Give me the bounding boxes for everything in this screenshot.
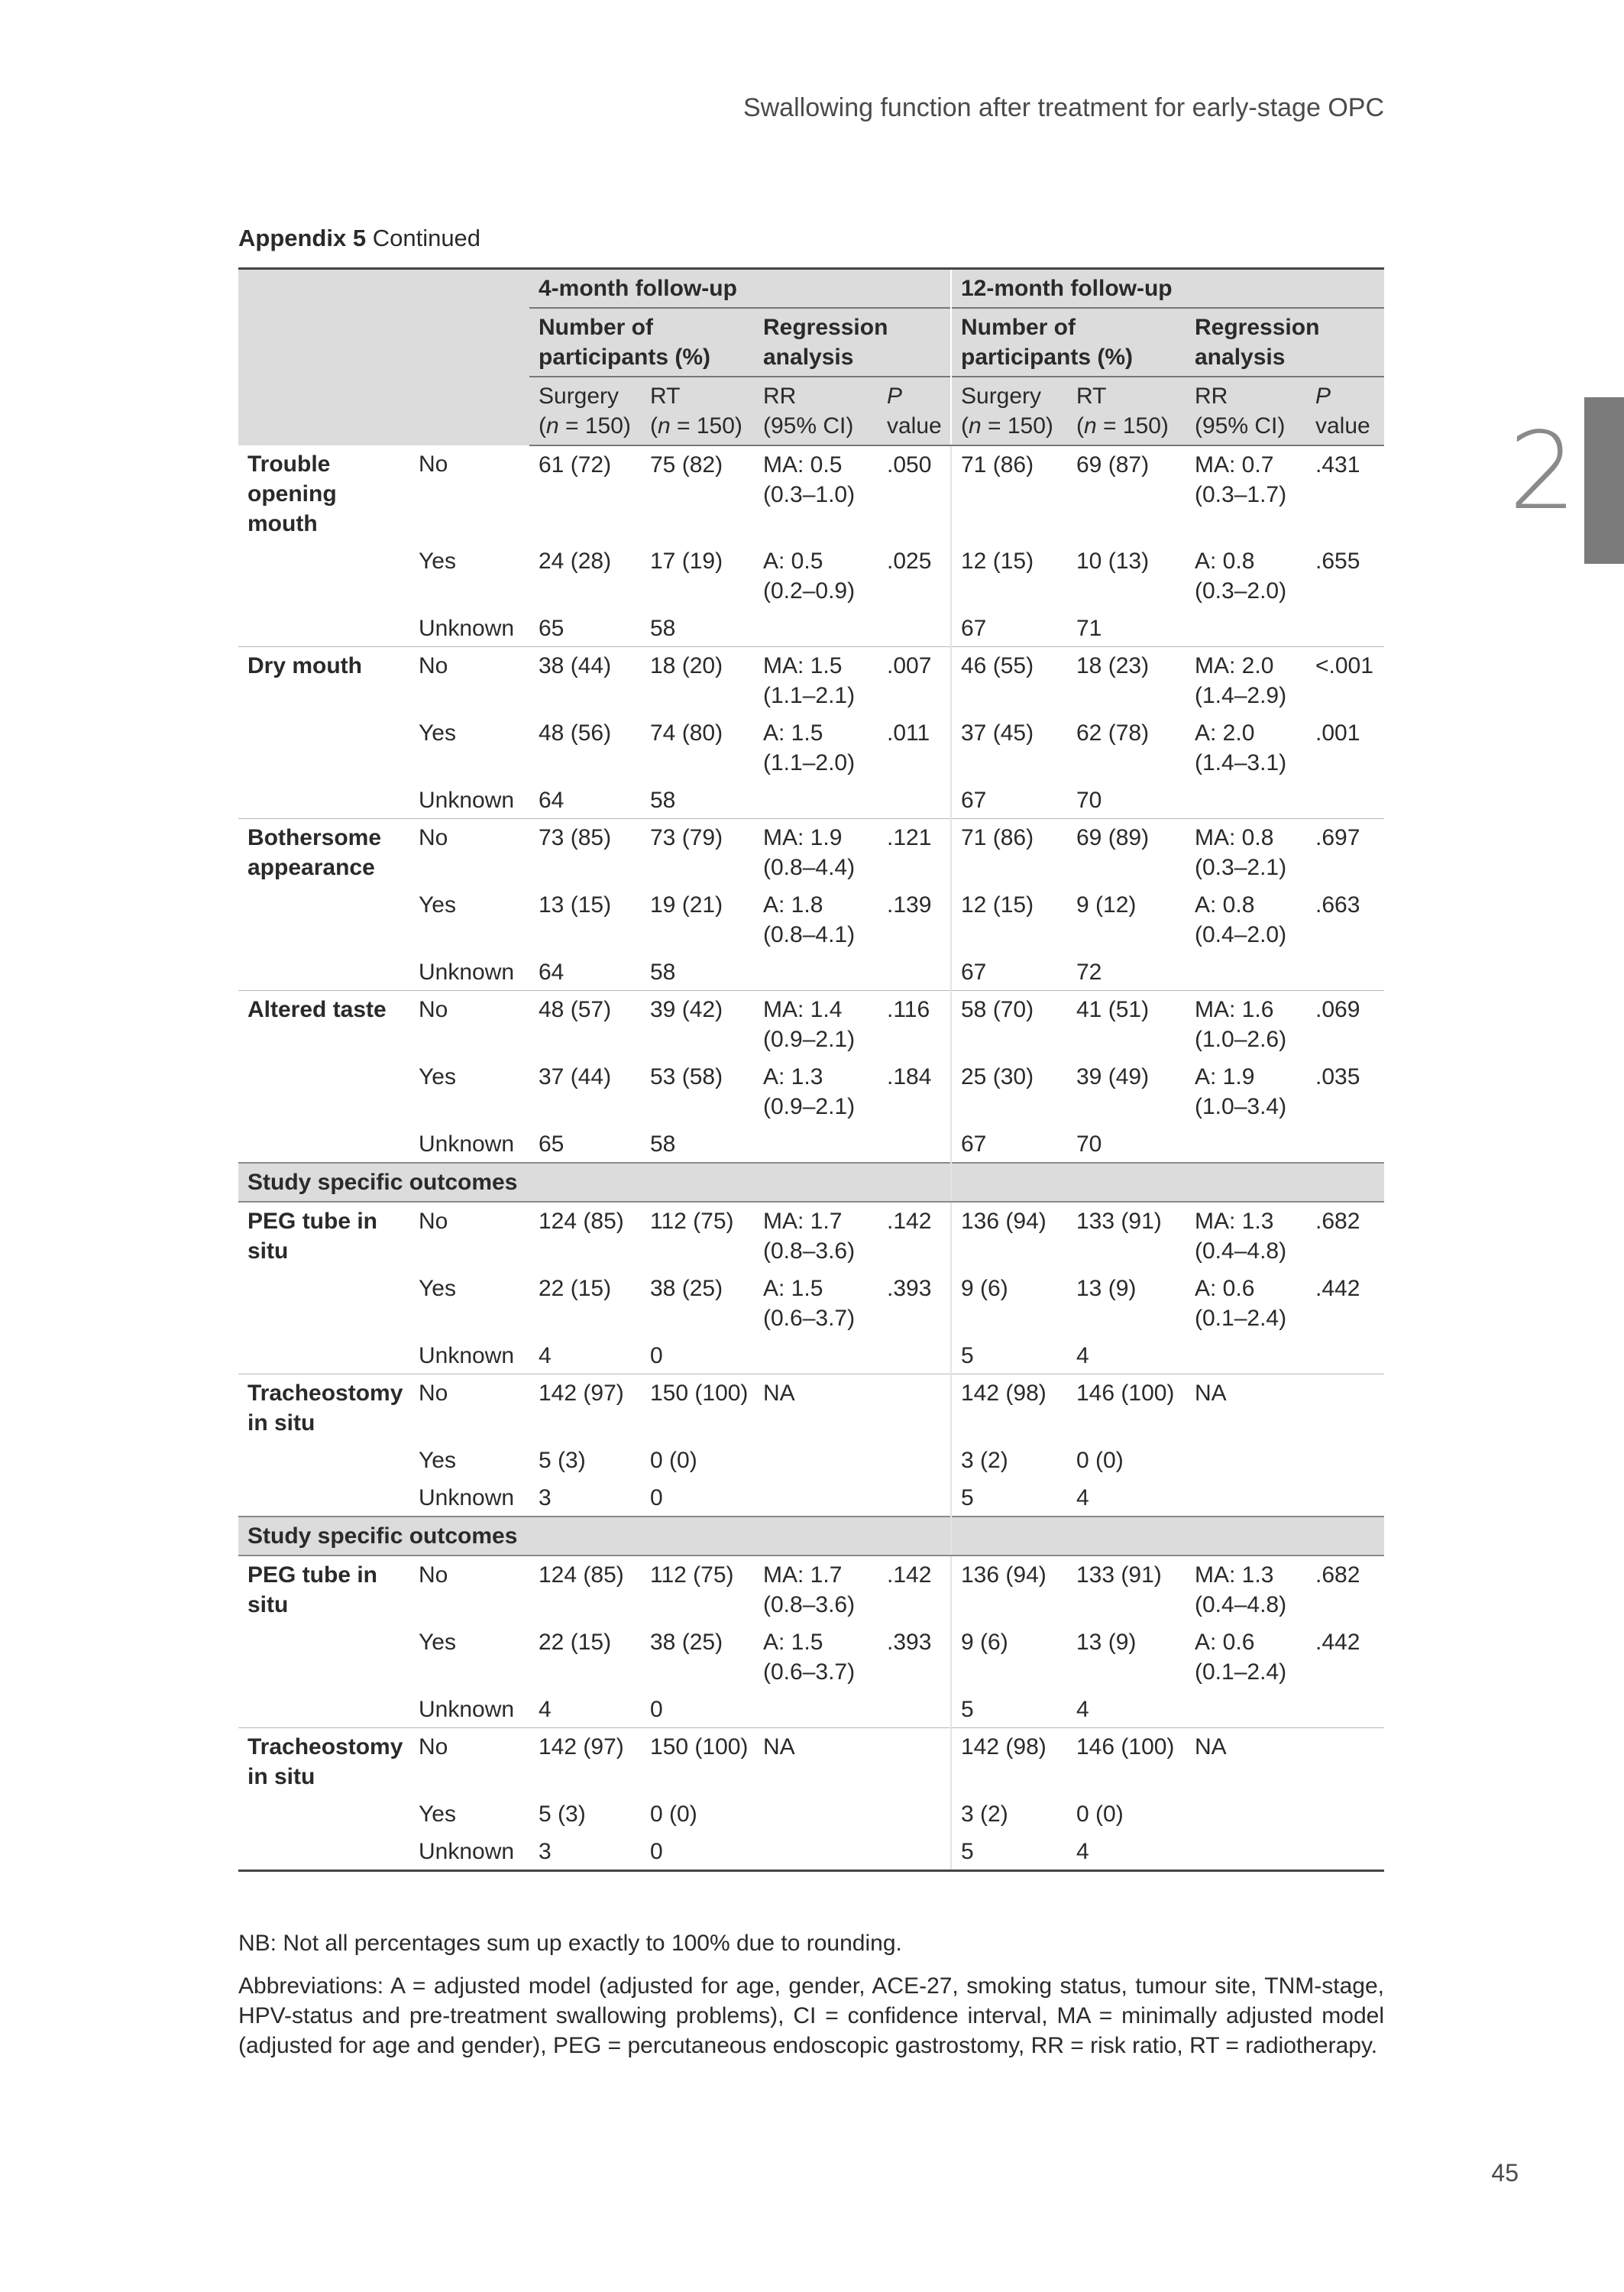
rt-12m: 39 (49) bbox=[1076, 1064, 1150, 1089]
rr-ci-12m bbox=[1186, 1337, 1306, 1374]
section-title: Study specific outcomes bbox=[238, 1163, 951, 1202]
rr-ci-12m: MA: 1.3 (0.4–4.8) bbox=[1195, 1209, 1287, 1264]
rt-4m: 75 (82) bbox=[650, 452, 723, 478]
header-4-month: 4-month follow-up bbox=[529, 269, 951, 309]
surgery-4m: 142 (97) bbox=[529, 1728, 641, 1796]
rt-12m: 69 (87) bbox=[1076, 452, 1150, 478]
rr-ci-12m: A: 0.6 (0.1–2.4) bbox=[1195, 1630, 1287, 1685]
rt-12m: 146 (100) bbox=[1067, 1728, 1186, 1796]
rr-ci-12m bbox=[1186, 953, 1306, 991]
response-category: No bbox=[409, 1728, 529, 1796]
row-label: Bothersome appearance bbox=[238, 819, 409, 887]
rt-4m: 150 (100) bbox=[641, 1374, 754, 1442]
rt-4m: 0 bbox=[650, 1485, 663, 1510]
p-value-4m bbox=[878, 1374, 951, 1442]
rt-4m: 112 (75) bbox=[650, 1562, 734, 1588]
table-row bbox=[238, 1125, 1384, 1163]
surgery-4m: 64 bbox=[539, 788, 565, 813]
rt-4m: 38 (25) bbox=[650, 1276, 723, 1301]
surgery-4m: 64 bbox=[539, 960, 565, 985]
rt-4m: 0 bbox=[641, 1833, 754, 1871]
table-row bbox=[238, 1833, 1384, 1871]
p-value-4m: .142 bbox=[887, 1209, 932, 1234]
response-category: No bbox=[419, 452, 448, 477]
section-blank bbox=[951, 1517, 1384, 1556]
table-row bbox=[238, 445, 1384, 542]
rr-ci-4m: A: 1.5 (1.1–2.0) bbox=[763, 720, 856, 775]
chapter-tab bbox=[1584, 397, 1624, 564]
p-value-12m: .655 bbox=[1315, 549, 1360, 574]
rr-ci-12m: A: 1.9 (1.0–3.4) bbox=[1195, 1064, 1287, 1119]
rr-ci-12m: A: 0.8 (0.4–2.0) bbox=[1195, 892, 1287, 947]
rr-ci-12m: MA: 0.7 (0.3–1.7) bbox=[1195, 452, 1287, 507]
row-label: Trouble opening mouth bbox=[247, 452, 337, 536]
rr-ci-4m: MA: 0.5 (0.3–1.0) bbox=[763, 452, 856, 507]
rt-4m: 74 (80) bbox=[650, 720, 723, 746]
surgery-12m: 67 bbox=[951, 1125, 1067, 1163]
p-value-12m bbox=[1306, 1795, 1384, 1833]
response-category: No bbox=[409, 1374, 529, 1442]
p-value-12m: .697 bbox=[1306, 819, 1384, 887]
rr-ci-4m: NA bbox=[754, 1374, 878, 1442]
rt-12m: 69 (89) bbox=[1067, 819, 1186, 887]
header-blank bbox=[238, 269, 529, 446]
p-value-12m bbox=[1306, 953, 1384, 991]
section-row bbox=[238, 1517, 1384, 1556]
row-label: Tracheostomy in situ bbox=[238, 1374, 409, 1442]
p-value-4m bbox=[878, 1479, 951, 1517]
table-row bbox=[238, 647, 1384, 715]
surgery-12m: 58 (70) bbox=[951, 991, 1067, 1059]
surgery-12m: 12 (15) bbox=[951, 886, 1067, 953]
surgery-12m: 67 bbox=[951, 782, 1067, 819]
surgery-12m: 71 (86) bbox=[951, 445, 1067, 542]
table-row bbox=[238, 1058, 1384, 1125]
p-value-4m: .116 bbox=[878, 991, 951, 1059]
p-value-4m bbox=[878, 1691, 951, 1728]
rt-4m: 0 bbox=[650, 1697, 663, 1722]
p-value-12m bbox=[1306, 1479, 1384, 1517]
p-value-4m bbox=[878, 782, 951, 819]
table-row bbox=[238, 1556, 1384, 1624]
surgery-12m: 142 (98) bbox=[951, 1374, 1067, 1442]
running-head: Swallowing function after treatment for early-stage OPC bbox=[742, 93, 1384, 122]
rr-ci-12m: A: 0.8 (0.3–2.0) bbox=[1195, 549, 1287, 604]
rr-ci-4m: MA: 1.7 (0.8–3.6) bbox=[763, 1209, 856, 1264]
rr-ci-12m bbox=[1186, 1442, 1306, 1479]
response-category: No bbox=[419, 1562, 448, 1588]
table-row bbox=[238, 819, 1384, 887]
surgery-12m: 71 (86) bbox=[951, 819, 1067, 887]
table-row bbox=[238, 1624, 1384, 1691]
p-value-12m bbox=[1306, 1374, 1384, 1442]
rr-ci-12m bbox=[1186, 1479, 1306, 1517]
row-label bbox=[238, 953, 409, 991]
row-label bbox=[238, 782, 409, 819]
results-table-wrapper bbox=[238, 267, 1384, 1872]
surgery-4m: 5 (3) bbox=[539, 1448, 586, 1473]
rr-ci-4m bbox=[754, 1442, 878, 1479]
row-label bbox=[238, 1125, 409, 1163]
p-value-4m bbox=[878, 953, 951, 991]
surgery-4m: 61 (72) bbox=[539, 452, 612, 478]
surgery-4m: 124 (85) bbox=[539, 1562, 624, 1588]
table-row bbox=[238, 1795, 1384, 1833]
header-rr-12m: RR (95% CI) bbox=[1186, 377, 1306, 445]
table-row bbox=[238, 610, 1384, 647]
response-category: No bbox=[409, 819, 529, 887]
caption-text: Continued bbox=[366, 225, 481, 251]
rt-4m: 0 (0) bbox=[650, 1448, 697, 1473]
p-value-4m bbox=[878, 1337, 951, 1374]
rt-4m: 19 (21) bbox=[650, 892, 723, 918]
rt-12m: 13 (9) bbox=[1076, 1276, 1137, 1301]
rt-12m: 4 bbox=[1076, 1485, 1089, 1510]
surgery-4m: 5 (3) bbox=[539, 1802, 586, 1827]
row-label: Tracheostomy in situ bbox=[238, 1728, 409, 1796]
rt-12m: 72 bbox=[1076, 960, 1102, 985]
rr-ci-12m: A: 0.6 (0.1–2.4) bbox=[1195, 1276, 1287, 1331]
rr-ci-12m: MA: 2.0 (1.4–2.9) bbox=[1186, 647, 1306, 715]
row-label: PEG tube in situ bbox=[247, 1209, 378, 1264]
p-value-4m: .121 bbox=[878, 819, 951, 887]
response-category: No bbox=[419, 1209, 448, 1234]
p-value-4m bbox=[878, 1833, 951, 1871]
surgery-12m: 136 (94) bbox=[951, 1202, 1067, 1270]
rt-12m: 18 (23) bbox=[1067, 647, 1186, 715]
rt-4m: 58 bbox=[650, 960, 676, 985]
p-value-12m: <.001 bbox=[1306, 647, 1384, 715]
table-row bbox=[238, 542, 1384, 610]
rt-12m: 4 bbox=[1076, 1343, 1089, 1368]
p-value-12m: .442 bbox=[1315, 1276, 1360, 1301]
rt-12m: 41 (51) bbox=[1067, 991, 1186, 1059]
header-participants-12m: Number of participants (%) bbox=[951, 308, 1186, 377]
table-row bbox=[238, 1479, 1384, 1517]
p-value-12m bbox=[1306, 1337, 1384, 1374]
response-category: No bbox=[409, 991, 529, 1059]
row-label: Altered taste bbox=[238, 991, 409, 1059]
rt-4m: 17 (19) bbox=[650, 549, 723, 574]
p-value-4m bbox=[878, 1795, 951, 1833]
rr-ci-12m bbox=[1186, 1691, 1306, 1728]
p-value-12m: .035 bbox=[1315, 1064, 1360, 1089]
surgery-12m: 9 (6) bbox=[951, 1624, 1067, 1691]
response-category: Yes bbox=[419, 549, 456, 574]
surgery-12m: 9 (6) bbox=[951, 1270, 1067, 1337]
chapter-number: 2 bbox=[1508, 410, 1577, 534]
row-label: Dry mouth bbox=[238, 647, 409, 715]
rt-4m: 0 bbox=[650, 1343, 663, 1368]
response-category: Yes bbox=[419, 1064, 456, 1089]
header-surgery-12m: Surgery (n = 150) bbox=[951, 377, 1067, 445]
rt-12m: 133 (91) bbox=[1076, 1562, 1162, 1588]
row-label bbox=[238, 1337, 409, 1374]
p-value-12m: .069 bbox=[1306, 991, 1384, 1059]
row-label bbox=[238, 1270, 409, 1337]
surgery-4m: 73 (85) bbox=[529, 819, 641, 887]
rt-4m: 0 (0) bbox=[650, 1802, 697, 1827]
row-label bbox=[238, 610, 409, 647]
table-row bbox=[238, 1202, 1384, 1270]
rt-4m: 58 bbox=[650, 616, 676, 641]
p-value-4m: .393 bbox=[887, 1276, 932, 1301]
response-category: Unknown bbox=[419, 1343, 515, 1368]
surgery-12m: 142 (98) bbox=[951, 1728, 1067, 1796]
surgery-4m: 24 (28) bbox=[539, 549, 612, 574]
header-p-4m: P value bbox=[878, 377, 951, 445]
header-rt-4m: RT (n = 150) bbox=[641, 377, 754, 445]
surgery-12m: 12 (15) bbox=[951, 542, 1067, 610]
rt-12m: 146 (100) bbox=[1067, 1374, 1186, 1442]
rt-4m: 53 (58) bbox=[650, 1064, 723, 1089]
p-value-4m bbox=[878, 1728, 951, 1796]
response-category: Yes bbox=[419, 1448, 456, 1473]
p-value-12m: .682 bbox=[1315, 1209, 1360, 1234]
rr-ci-4m: A: 0.5 (0.2–0.9) bbox=[763, 549, 856, 604]
rr-ci-12m bbox=[1186, 1125, 1306, 1163]
rr-ci-12m bbox=[1186, 610, 1306, 647]
table-row bbox=[238, 1337, 1384, 1374]
rt-12m: 71 bbox=[1076, 616, 1102, 641]
row-label bbox=[238, 542, 409, 610]
p-value-12m: .001 bbox=[1315, 720, 1360, 746]
surgery-4m: 48 (57) bbox=[529, 991, 641, 1059]
header-12-month: 12-month follow-up bbox=[951, 269, 1384, 309]
rr-ci-4m: MA: 1.7 (0.8–3.6) bbox=[763, 1562, 856, 1617]
response-category: Yes bbox=[419, 1802, 456, 1827]
surgery-12m: 5 bbox=[951, 1479, 1067, 1517]
p-value-4m bbox=[878, 610, 951, 647]
p-value-12m bbox=[1306, 1833, 1384, 1871]
footnote-abbreviations: Abbreviations: A = adjusted model (adjusted for age, gender, ACE-27, smoking status, tumour site, TNM-stage, HPV-status and pre-treatment swallowing problems), CI = confidence interval, MA = minimally adjusted model (adjusted for age and gender), PEG = percutaneous endoscopic gastrostomy, RR = risk ratio, RT = radiotherapy. bbox=[238, 1973, 1384, 2058]
rr-ci-12m: A: 2.0 (1.4–3.1) bbox=[1195, 720, 1287, 775]
rt-4m: 73 (79) bbox=[641, 819, 754, 887]
rt-12m: 0 (0) bbox=[1076, 1802, 1124, 1827]
p-value-4m: .050 bbox=[887, 452, 932, 478]
surgery-4m: 37 (44) bbox=[539, 1064, 612, 1089]
header-p-12m: P value bbox=[1306, 377, 1384, 445]
response-category: Yes bbox=[419, 1630, 456, 1655]
rt-12m: 70 bbox=[1076, 1131, 1102, 1157]
surgery-4m: 124 (85) bbox=[539, 1209, 624, 1234]
surgery-12m: 37 (45) bbox=[951, 714, 1067, 782]
rr-ci-12m bbox=[1186, 782, 1306, 819]
rr-ci-4m: MA: 1.5 (1.1–2.1) bbox=[754, 647, 878, 715]
response-category: Unknown bbox=[419, 1131, 515, 1157]
table-row bbox=[238, 714, 1384, 782]
response-category: No bbox=[409, 647, 529, 715]
rr-ci-12m: MA: 1.6 (1.0–2.6) bbox=[1186, 991, 1306, 1059]
rr-ci-4m: MA: 1.4 (0.9–2.1) bbox=[754, 991, 878, 1059]
p-value-4m: .025 bbox=[887, 549, 932, 574]
p-value-4m: .184 bbox=[887, 1064, 932, 1089]
p-value-12m bbox=[1306, 782, 1384, 819]
rr-ci-12m bbox=[1186, 1833, 1306, 1871]
rr-ci-4m bbox=[754, 1795, 878, 1833]
rt-12m: 62 (78) bbox=[1076, 720, 1150, 746]
surgery-12m: 3 (2) bbox=[951, 1795, 1067, 1833]
section-title: Study specific outcomes bbox=[238, 1517, 951, 1556]
results-table bbox=[238, 267, 1384, 1872]
p-value-4m: .011 bbox=[887, 720, 930, 746]
rt-4m: 58 bbox=[650, 1131, 676, 1157]
response-category: Unknown bbox=[419, 1485, 515, 1510]
rr-ci-12m: NA bbox=[1186, 1728, 1306, 1796]
rr-ci-12m: MA: 1.3 (0.4–4.8) bbox=[1195, 1562, 1287, 1617]
rt-12m: 10 (13) bbox=[1076, 549, 1150, 574]
header-surgery-4m: Surgery (n = 150) bbox=[529, 377, 641, 445]
rr-ci-4m: A: 1.5 (0.6–3.7) bbox=[763, 1276, 856, 1331]
rr-ci-4m: A: 1.5 (0.6–3.7) bbox=[763, 1630, 856, 1685]
header-participants-4m: Number of participants (%) bbox=[529, 308, 754, 377]
surgery-4m: 4 bbox=[539, 1343, 552, 1368]
rt-12m: 9 (12) bbox=[1076, 892, 1137, 918]
p-value-4m: .393 bbox=[887, 1630, 932, 1655]
surgery-4m: 22 (15) bbox=[539, 1630, 612, 1655]
rt-4m: 150 (100) bbox=[641, 1728, 754, 1796]
table-row bbox=[238, 1442, 1384, 1479]
p-value-12m: .663 bbox=[1315, 892, 1360, 918]
surgery-4m: 22 (15) bbox=[539, 1276, 612, 1301]
rr-ci-12m: MA: 0.8 (0.3–2.1) bbox=[1186, 819, 1306, 887]
rt-4m: 38 (25) bbox=[650, 1630, 723, 1655]
rt-12m: 133 (91) bbox=[1076, 1209, 1162, 1234]
p-value-4m: .139 bbox=[887, 892, 932, 918]
rr-ci-4m bbox=[754, 1479, 878, 1517]
response-category: Unknown bbox=[419, 1697, 515, 1722]
rt-4m: 58 bbox=[650, 788, 676, 813]
rr-ci-12m: NA bbox=[1186, 1374, 1306, 1442]
rr-ci-4m: A: 1.3 (0.9–2.1) bbox=[763, 1064, 856, 1119]
rr-ci-4m bbox=[754, 782, 878, 819]
response-category: Yes bbox=[419, 1276, 456, 1301]
surgery-12m: 5 bbox=[951, 1833, 1067, 1871]
surgery-12m: 25 (30) bbox=[951, 1058, 1067, 1125]
caption-label: Appendix 5 bbox=[238, 225, 367, 251]
surgery-12m: 5 bbox=[951, 1337, 1067, 1374]
header-regression-12m: Regression analysis bbox=[1186, 308, 1384, 377]
row-label: PEG tube in situ bbox=[247, 1562, 378, 1617]
table-row bbox=[238, 1728, 1384, 1796]
rt-4m: 18 (20) bbox=[641, 647, 754, 715]
table-caption bbox=[238, 225, 480, 252]
table-row bbox=[238, 886, 1384, 953]
surgery-12m: 67 bbox=[951, 610, 1067, 647]
rr-ci-4m: MA: 1.9 (0.8–4.4) bbox=[754, 819, 878, 887]
surgery-4m: 3 bbox=[539, 1485, 552, 1510]
p-value-12m bbox=[1306, 610, 1384, 647]
rr-ci-4m bbox=[754, 1337, 878, 1374]
row-label bbox=[238, 714, 409, 782]
surgery-4m: 13 (15) bbox=[539, 892, 612, 918]
response-category: Yes bbox=[419, 892, 456, 918]
rt-12m: 4 bbox=[1076, 1697, 1089, 1722]
surgery-4m: 48 (56) bbox=[539, 720, 612, 746]
header-regression-4m: Regression analysis bbox=[754, 308, 951, 377]
p-value-4m: .007 bbox=[878, 647, 951, 715]
row-label bbox=[238, 1833, 409, 1871]
rt-12m: 4 bbox=[1067, 1833, 1186, 1871]
rr-ci-4m bbox=[754, 610, 878, 647]
response-category: Unknown bbox=[419, 788, 515, 813]
p-value-12m bbox=[1306, 1125, 1384, 1163]
row-label bbox=[238, 1058, 409, 1125]
table-header bbox=[238, 269, 1384, 446]
table-row bbox=[238, 991, 1384, 1059]
rr-ci-4m: A: 1.8 (0.8–4.1) bbox=[763, 892, 856, 947]
table-row bbox=[238, 1270, 1384, 1337]
surgery-12m: 67 bbox=[951, 953, 1067, 991]
header-row-period bbox=[238, 269, 1384, 309]
surgery-12m: 46 (55) bbox=[951, 647, 1067, 715]
page-number: 45 bbox=[1491, 2159, 1519, 2187]
row-label bbox=[238, 1624, 409, 1691]
rt-12m: 13 (9) bbox=[1076, 1630, 1137, 1655]
header-rr-4m: RR (95% CI) bbox=[754, 377, 878, 445]
rr-ci-4m bbox=[754, 1691, 878, 1728]
table-row bbox=[238, 953, 1384, 991]
rt-12m: 70 bbox=[1076, 788, 1102, 813]
row-label bbox=[238, 1479, 409, 1517]
p-value-4m: .142 bbox=[887, 1562, 932, 1588]
rr-ci-4m bbox=[754, 1833, 878, 1871]
response-category: Unknown bbox=[419, 960, 515, 985]
row-label bbox=[238, 1795, 409, 1833]
rr-ci-4m bbox=[754, 953, 878, 991]
p-value-12m: .682 bbox=[1315, 1562, 1360, 1588]
rt-4m: 39 (42) bbox=[641, 991, 754, 1059]
response-category: Unknown bbox=[419, 616, 515, 641]
surgery-4m: 4 bbox=[539, 1697, 552, 1722]
row-label bbox=[238, 1691, 409, 1728]
p-value-4m bbox=[878, 1442, 951, 1479]
p-value-12m bbox=[1306, 1728, 1384, 1796]
surgery-4m: 142 (97) bbox=[529, 1374, 641, 1442]
p-value-12m bbox=[1306, 1442, 1384, 1479]
rr-ci-4m: NA bbox=[754, 1728, 878, 1796]
response-category: Yes bbox=[419, 720, 456, 746]
surgery-12m: 3 (2) bbox=[951, 1442, 1067, 1479]
table-row bbox=[238, 1691, 1384, 1728]
surgery-4m: 38 (44) bbox=[529, 647, 641, 715]
rt-12m: 0 (0) bbox=[1076, 1448, 1124, 1473]
rt-4m: 112 (75) bbox=[650, 1209, 734, 1234]
footnote-nb: NB: Not all percentages sum up exactly to 100% due to rounding. bbox=[238, 1931, 902, 1956]
rr-ci-12m bbox=[1186, 1795, 1306, 1833]
section-row bbox=[238, 1163, 1384, 1202]
rr-ci-4m bbox=[754, 1125, 878, 1163]
surgery-12m: 5 bbox=[951, 1691, 1067, 1728]
response-category: Unknown bbox=[409, 1833, 529, 1871]
surgery-12m: 136 (94) bbox=[951, 1556, 1067, 1624]
p-value-12m: .442 bbox=[1315, 1630, 1360, 1655]
table-body bbox=[238, 445, 1384, 1871]
surgery-4m: 65 bbox=[539, 616, 565, 641]
section-blank bbox=[951, 1163, 1384, 1202]
p-value-12m bbox=[1306, 1691, 1384, 1728]
surgery-4m: 65 bbox=[539, 1131, 565, 1157]
table-row bbox=[238, 1374, 1384, 1442]
surgery-4m: 3 bbox=[529, 1833, 641, 1871]
p-value-4m bbox=[878, 1125, 951, 1163]
row-label bbox=[238, 1442, 409, 1479]
p-value-12m: .431 bbox=[1315, 452, 1360, 478]
header-rt-12m: RT (n = 150) bbox=[1067, 377, 1186, 445]
table-row bbox=[238, 782, 1384, 819]
row-label bbox=[238, 886, 409, 953]
